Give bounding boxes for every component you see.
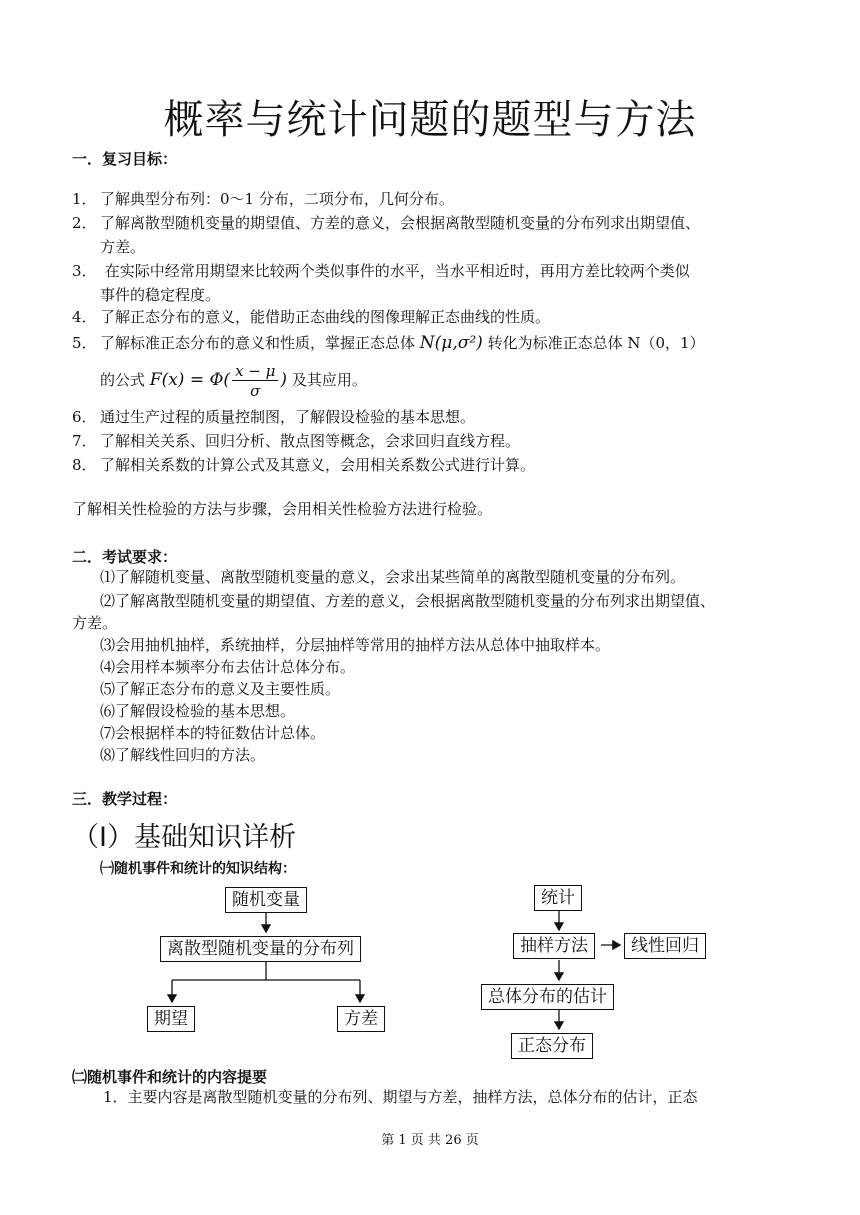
objective-number: 3． — [72, 262, 97, 280]
requirement-5: ⑸了解正态分布的意义及主要性质。 — [100, 680, 341, 698]
box-distribution: 离散型随机变量的分布列 — [160, 936, 361, 962]
knowledge-structure-heading: ㈠随机事件和统计的知识结构： — [100, 861, 296, 877]
objective-text: 了解典型分布列：0～1 分布，二项分布，几何分布。 — [100, 190, 454, 208]
box-variance: 方差 — [337, 1006, 385, 1032]
page-title: 概率与统计问题的题型与方法 — [163, 97, 697, 143]
requirement-8: ⑻了解线性回归的方法。 — [100, 746, 266, 764]
objective-number: 1． — [72, 190, 97, 208]
formula-prefix: 的公式 — [100, 371, 146, 389]
objective-text: 了解相关关系、回归分析、散点图等概念，会求回归直线方程。 — [100, 432, 521, 450]
formula-standardize-a: F(x) = Φ( — [149, 370, 231, 390]
requirement-3: ⑶会用抽机抽样，系统抽样，分层抽样等常用的抽样方法从总体中抽取样本。 — [100, 636, 611, 654]
content-summary-heading: ㈡随机事件和统计的内容提要 — [72, 1068, 268, 1086]
objective-3-cont: 事件的稳定程度。 — [100, 286, 221, 304]
section-2-heading: 二．考试要求： — [72, 548, 178, 566]
fraction-numerator: x − μ — [232, 362, 278, 381]
objective-number: 2． — [72, 214, 97, 232]
objective-text: 了解离散型随机变量的期望值、方差的意义，会根据离散型随机变量的分布列求出期望值、 — [100, 214, 701, 232]
section-1-heading: 一．复习目标： — [72, 150, 178, 168]
requirement-6: ⑹了解假设检验的基本思想。 — [100, 702, 296, 720]
objective-text: 了解标准正态分布的意义和性质，掌握正态总体 — [100, 334, 416, 352]
objective-extra: 了解相关性检验的方法与步骤，会用相关性检验方法进行检验。 — [72, 500, 493, 518]
box-linear-regression: 线性回归 — [624, 933, 706, 959]
objective-text: 了解正态分布的意义，能借助正态曲线的图像理解正态曲线的性质。 — [100, 308, 551, 326]
requirement-2-cont: 方差。 — [72, 614, 118, 632]
formula-suffix: 及其应用。 — [291, 371, 367, 389]
box-normal-distribution: 正态分布 — [511, 1033, 593, 1059]
requirement-4: ⑷会用样本频率分布去估计总体分布。 — [100, 658, 356, 676]
objective-2-cont: 方差。 — [100, 238, 146, 256]
objective-number: 4． — [72, 308, 97, 326]
objective-text: 在实际中经常用期望来比较两个类似事件的水平，当水平相近时，再用方差比较两个类似 — [100, 262, 690, 280]
page-footer: 第 1 页 共 26 页 — [381, 1133, 479, 1148]
requirement-7: ⑺会根据样本的特征数估计总体。 — [100, 724, 326, 742]
subsection-title: （Ⅰ）基础知识详析 — [72, 822, 296, 853]
objective-number: 6． — [72, 408, 97, 426]
objective-text: 了解相关系数的计算公式及其意义，会用相关系数公式进行计算。 — [100, 456, 536, 474]
fraction-denominator: σ — [250, 381, 261, 400]
box-random-variable: 随机变量 — [225, 887, 307, 913]
objective-number: 5． — [72, 334, 97, 352]
objective-number: 7． — [72, 432, 97, 450]
formula-standardize-b: ) — [280, 370, 288, 390]
box-expectation: 期望 — [147, 1006, 195, 1032]
box-statistics: 统计 — [534, 885, 582, 911]
requirement-2: ⑵了解离散型随机变量的期望值、方差的意义，会根据离散型随机变量的分布列求出期望值、 — [100, 592, 716, 610]
objective-text: 通过生产过程的质量控制图，了解假设检验的基本思想。 — [100, 408, 476, 426]
requirement-1: ⑴了解随机变量、离散型随机变量的意义，会求出某些简单的离散型随机变量的分布列。 — [100, 568, 686, 586]
content-paragraph-1: 1．主要内容是离散型随机变量的分布列、期望与方差，抽样方法，总体分布的估计，正态 — [103, 1088, 698, 1106]
box-distribution-estimate: 总体分布的估计 — [481, 984, 614, 1010]
section-3-heading: 三．教学过程： — [72, 790, 178, 808]
box-sampling: 抽样方法 — [513, 933, 595, 959]
objective-text-mid: 转化为标准正态总体 N（0，1） — [487, 334, 705, 352]
objective-number: 8． — [72, 456, 97, 474]
formula-normal: N(μ,σ²) — [419, 333, 483, 353]
